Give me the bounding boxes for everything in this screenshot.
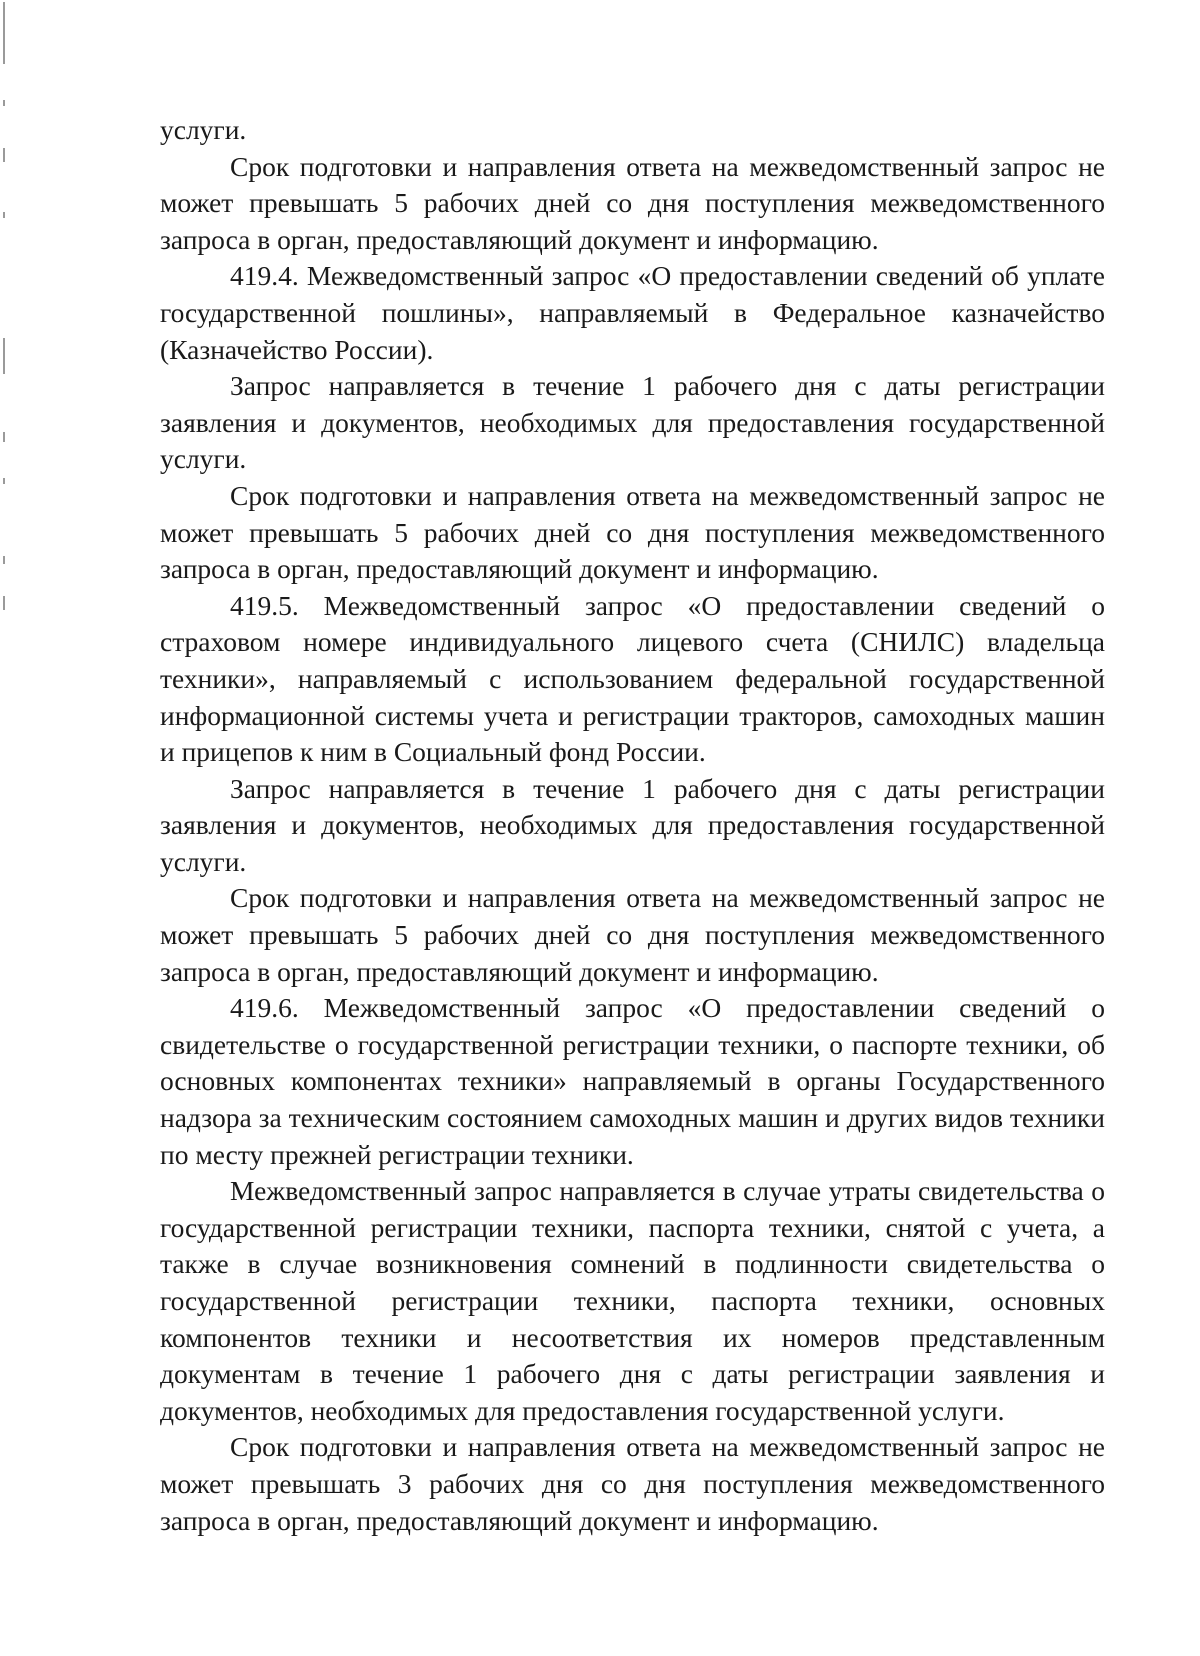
- paragraph: Запрос направляется в течение 1 рабочего дня с даты регистрации заявления и документов, необходимых для предоставления государственной услуги.: [160, 772, 1105, 877]
- scan-edge-mark: [3, 338, 5, 374]
- scan-edge-mark: [3, 596, 5, 610]
- paragraph: Срок подготовки и направления ответа на межведомственный запрос не может превышать 5 рабочих дней со дня поступления межведомственного запроса в орган, предоставляющий документ и информацию.: [160, 479, 1105, 585]
- scan-edge-mark: [3, 148, 5, 162]
- paragraph: услуги.: [160, 114, 247, 145]
- paragraph: Срок подготовки и направления ответа на межведомственный запрос не может превышать 3 рабочих дня со дня поступления межведомственного запроса в орган, предоставляющий документ и информацию.: [160, 1431, 1105, 1536]
- scan-edge-mark: [3, 212, 5, 218]
- document-body: [160, 112, 1105, 1539]
- paragraph: Запрос направляется в течение 1 рабочего дня с даты регистрации заявления и документов, необходимых для предоставления государственной услуги.: [160, 370, 1105, 475]
- paragraph: 419.4. Межведомственный запрос «О предоставлении сведений об уплате государственной пошлины», направляемый в Федеральное казначейство (Казначейство России).: [160, 260, 1105, 365]
- paragraph: Срок подготовки и направления ответа на межведомственный запрос не может превышать 5 рабочих дней со дня поступления межведомственного запроса в орган, предоставляющий документ и информацию.: [160, 882, 1105, 987]
- paragraph: 419.5. Межведомственный запрос «О предоставлении сведений о страховом номере индивидуального лицевого счета (СНИЛС) владельца техники», направляемый с использованием федеральной государственной информационной системы учета и регистрации тракторов, самоходных машин и прицепов к ним в Социальный фонд России.: [160, 589, 1105, 768]
- scan-edge-mark: [3, 432, 5, 442]
- scan-edge-mark: [3, 2, 5, 64]
- scan-edge-mark: [3, 100, 5, 106]
- paragraph: Срок подготовки и направления ответа на межведомственный запрос не может превышать 5 рабочих дней со дня поступления межведомственного запроса в орган, предоставляющий документ и информацию.: [160, 150, 1105, 255]
- paragraph: 419.6. Межведомственный запрос «О предоставлении сведений о свидетельстве о государственной регистрации техники, о паспорте техники, об основных компонентах техники» направляемый в органы Государственного надзора за техническим состоянием самоходных машин и других видов техники по месту прежней регистрации техники.: [160, 992, 1105, 1170]
- scan-edge-mark: [3, 556, 5, 564]
- scan-edge-mark: [3, 478, 5, 484]
- paragraph: Межведомственный запрос направляется в случае утраты свидетельства о государственной регистрации техники, паспорта техники, снятой с учета, а также в случае возникновения сомнений в подлинности свидетельства о государственной регистрации техники, паспорта техники, основных компонентов техники и несоответствия их номеров представленным документам в течение 1 рабочего дня с даты регистрации заявления и документов, необходимых для предоставления государственной услуги.: [160, 1175, 1105, 1426]
